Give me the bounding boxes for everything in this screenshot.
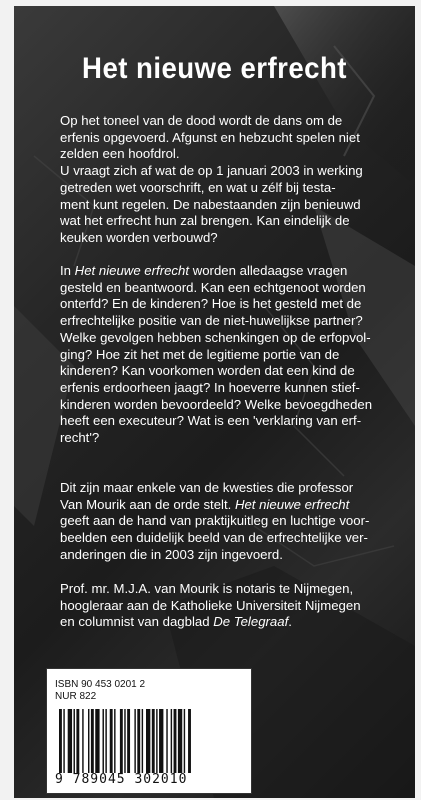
barcode-bar — [146, 709, 150, 773]
text-line: Dit zijn maar enkele van de kwesties die professor — [60, 480, 354, 495]
barcode-bar — [74, 709, 75, 773]
barcode-bar — [76, 709, 79, 773]
text-line: geeft aan de hand van praktijkuitleg en luchtige voor- — [60, 513, 370, 529]
barcode-bar — [127, 709, 130, 773]
text-line: beelden een duidelijk beeld van de erfrechtelijke ver- — [60, 530, 368, 546]
barcode-bar — [156, 709, 157, 773]
text-line: recht'? — [60, 430, 100, 446]
barcode-bar — [166, 709, 167, 773]
text-line — [60, 497, 400, 514]
text-line: kinderen worden bevoordeeld? Welke bevoegdheden — [60, 396, 373, 412]
barcode-bar — [103, 709, 104, 773]
barcode-bar — [134, 709, 135, 773]
text-line: ment kunt regelen. De nabestaanden zijn benieuwd — [60, 196, 361, 212]
barcode-bar — [59, 709, 62, 773]
barcode-bar — [159, 709, 163, 773]
barcode-bar — [124, 709, 125, 773]
barcode-bar — [105, 709, 106, 773]
text-line: erfrechtelijke positie van de niet-huwelijkse partner? — [60, 313, 363, 329]
barcode-bar — [171, 709, 172, 773]
text-line: U vraagt zich af wat de op 1 januari 2003 in werking — [60, 163, 363, 179]
text-line — [60, 614, 400, 631]
text-line: anderingen die in 2003 zijn ingevoerd. — [60, 546, 283, 562]
barcode-bar — [95, 709, 99, 773]
barcode-bar — [174, 709, 177, 773]
text-line: erfenis erdoorheen jaagt? In hoeverre kunnen stief- — [60, 379, 360, 395]
barcode-bar — [88, 709, 89, 773]
text-segment: en columnist van dagblad — [60, 614, 214, 630]
text-line: Welke gevolgen hebben schenkingen op de erfopvol- — [60, 329, 371, 345]
text-line: ging? Hoe zit het met de legitieme portie van de — [60, 346, 340, 362]
text-line: hoogleraar aan de Katholieke Universiteit Nijmegen — [60, 597, 361, 613]
author-bio-paragraph — [60, 581, 400, 631]
book-back-cover — [14, 6, 415, 798]
book-title: Het nieuwe erfrecht — [82, 52, 347, 85]
barcode-bar — [110, 709, 113, 773]
text-segment: In — [60, 263, 75, 278]
text-line: wat het erfrecht hun zal brengen. Kan eindelijk de — [60, 213, 350, 229]
text-line — [60, 263, 400, 280]
barcode-bar — [137, 709, 140, 773]
book-title-reference: Het nieuwe erfrecht — [74, 263, 190, 278]
barcode-bar — [82, 709, 83, 773]
barcode-number: 9 789045 302010 — [55, 772, 188, 787]
text-line: heeft een executeur? Wat is een 'verklaring van erf- — [60, 413, 362, 429]
blurb-intro-paragraph — [60, 113, 400, 247]
blurb-questions-paragraph — [60, 263, 400, 447]
barcode-bar — [142, 709, 143, 773]
barcode-bar — [120, 709, 123, 773]
barcode-box — [46, 668, 252, 794]
barcode-bar — [114, 709, 115, 773]
book-title-reference: Het nieuwe erfrecht — [234, 496, 350, 512]
newspaper-name: De Telegraaf — [213, 614, 289, 630]
text-line: Op het toneel van de dood wordt de dans om de — [60, 113, 343, 128]
barcode-bar — [63, 709, 64, 773]
isbn-label: ISBN 90 453 0201 2 — [55, 679, 146, 690]
barcode-bar — [184, 709, 185, 773]
text-line: onterfd? En de kinderen? Hoe is het gesteld met de — [60, 296, 362, 312]
text-segment: Van Mourik aan de orde stelt. — [60, 496, 235, 512]
blurb-summary-paragraph — [60, 480, 400, 564]
text-line: kinderen? Kan voorkomen worden dat een kind de — [60, 363, 355, 379]
text-line: getreden wet voorschrift, en wat u zélf bij testa- — [60, 179, 336, 195]
text-line: gesteld en beantwoord. Kan een echtgenoot worden — [60, 279, 366, 295]
text-line: zelden een hoofdrol. — [60, 146, 180, 162]
text-segment: worden alledaagse vragen — [189, 263, 348, 278]
text-line: erfenis opgevoerd. Afgunst en hebzucht spelen niet — [60, 129, 360, 145]
barcode-bar — [68, 709, 72, 773]
barcode-bars — [59, 709, 237, 773]
text-line: keuken worden verbouwd? — [60, 229, 218, 245]
text-line: Prof. mr. M.J.A. van Mourik is notaris te Nijmegen, — [60, 581, 354, 596]
barcode-bar — [152, 709, 155, 773]
barcode-bar — [91, 709, 94, 773]
text-segment: . — [288, 614, 292, 630]
barcode-bar — [188, 709, 191, 773]
barcode-bar — [178, 709, 182, 773]
nur-label: NUR 822 — [55, 691, 97, 702]
